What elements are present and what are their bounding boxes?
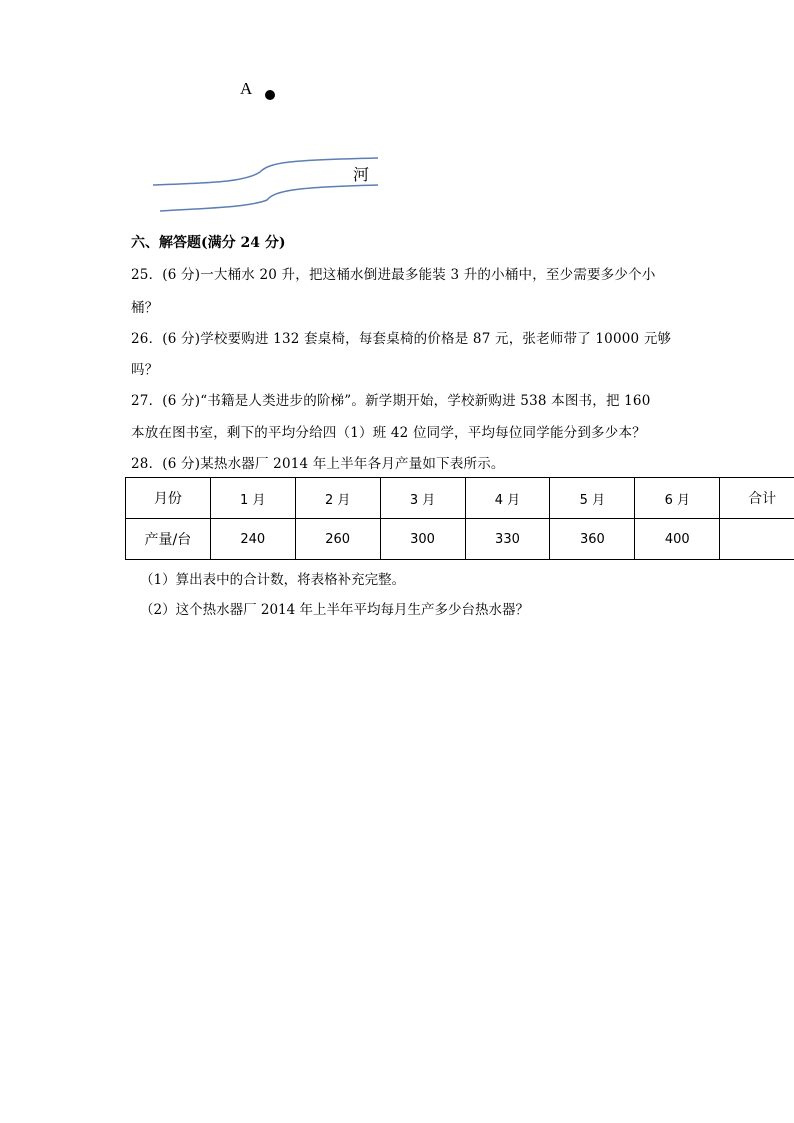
river-label: 河 — [353, 165, 370, 184]
question-26-line-2: 吗？ — [131, 362, 159, 378]
table-header-cell: 4 月 — [465, 478, 550, 519]
point-a-dot — [265, 90, 275, 100]
point-a-label: A — [240, 79, 253, 98]
subquestion-1: （1）算出表中的合计数，将表格补充完整。 — [140, 572, 406, 588]
question-27-line-1: 27．(6 分)“书籍是人类进步的阶梯”。新学期开始，学校新购进 538 本图书，把 160 — [131, 393, 651, 409]
question-26-line-1: 26．(6 分)学校要购进 132 套桌椅，每套桌椅的价格是 87 元，张老师带了 10000 元够 — [131, 331, 672, 347]
table-header-cell: 2 月 — [295, 478, 380, 519]
table-cell: 360 — [550, 519, 635, 560]
question-25-line-2: 桶？ — [131, 300, 159, 316]
map-figure — [150, 75, 390, 220]
section-title: 六、解答题(满分 24 分) — [131, 235, 286, 251]
river-lower-bank — [160, 185, 378, 211]
question-27-line-2: 本放在图书室，剩下的平均分给四（1）班 42 位同学，平均每位同学能分到多少本？ — [131, 425, 646, 441]
table-cell: 300 — [380, 519, 465, 560]
table-cell: 400 — [635, 519, 720, 560]
table-header-cell: 1 月 — [210, 478, 295, 519]
table-cell: 240 — [210, 519, 295, 560]
question-28-line-1: 28．(6 分)某热水器厂 2014 年上半年各月产量如下表所示。 — [131, 456, 505, 472]
river-upper-bank — [153, 158, 378, 185]
table-header-cell: 6 月 — [635, 478, 720, 519]
production-table — [125, 477, 794, 560]
table-cell: 330 — [465, 519, 550, 560]
table-header-cell: 5 月 — [550, 478, 635, 519]
subquestion-2: （2）这个热水器厂 2014 年上半年平均每月生产多少台热水器？ — [140, 602, 530, 618]
table-row — [126, 519, 794, 560]
table-cell: 产量/台 — [126, 519, 211, 560]
table-cell: 260 — [295, 519, 380, 560]
table-total-cell — [720, 519, 794, 560]
table-header-cell: 3 月 — [380, 478, 465, 519]
table-header-cell: 合计 — [720, 478, 794, 519]
question-25-line-1: 25．(6 分)一大桶水 20 升，把这桶水倒进最多能装 3 升的小桶中，至少需要多少个小 — [131, 267, 656, 283]
table-header-cell: 月份 — [126, 478, 211, 519]
table-header-row — [126, 478, 794, 519]
